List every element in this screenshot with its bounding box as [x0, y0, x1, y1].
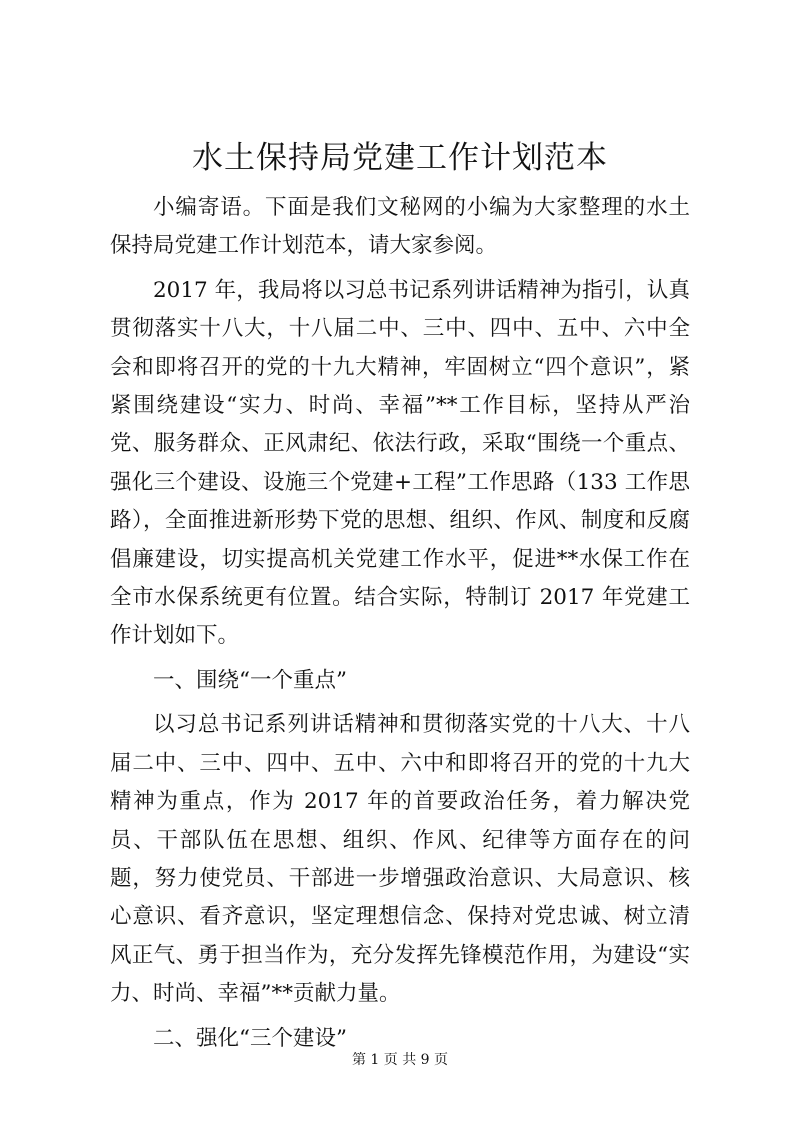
- page-number-footer: 第 1 页 共 9 页: [351, 1052, 449, 1068]
- section-heading-2: 二、强化“三个建设”: [153, 1025, 347, 1051]
- paragraph-overview: 2017 年，我局将以习总书记系列讲话精神为指引，认真贯彻落实十八大，十八届二中、三中、四中、五中、六中全会和即将召开的党的十九大精神，牢固树立“四个意识”，紧紧围绕建设“实力、时尚、幸福”**工作目标，坚持从严治党、服务群众、正风肃纪、依法行政，采取“围绕一个重点、强化三个建设、设施三个党建+工程”工作思路（133 工作思路），全面推进新形势下党的思想、组织、作风、制度和反腐倡廉建设，切实提高机关党建工作水平，促进**水保工作在全市水保系统更有位置。结合实际，特制订 2017 年党建工作计划如下。: [110, 277, 690, 649]
- paragraph-intro: 小编寄语。下面是我们文秘网的小编为大家整理的水土保持局党建工作计划范本，请大家参阅。: [110, 195, 690, 259]
- section-heading-1: 一、围绕“一个重点”: [153, 667, 347, 693]
- document-title: 水土保持局党建工作计划范本: [192, 140, 608, 176]
- paragraph-section-1: 以习总书记系列讲话精神和贯彻落实党的十八大、十八届二中、三中、四中、五中、六中和即将召开的党的十九大精神为重点，作为 2017 年的首要政治任务，着力解决党员、干部队伍在思想、组织、作风、纪律等方面存在的问题，努力使党员、干部进一步增强政治意识、大局意识、核心意识、看齐意识，坚定理想信念、保持对党忠诚、树立清风正气、勇于担当作为，充分发挥先锋模范作用，为建设“实力、时尚、幸福”**贡献力量。: [110, 712, 690, 1007]
- document-body: [110, 189, 690, 1058]
